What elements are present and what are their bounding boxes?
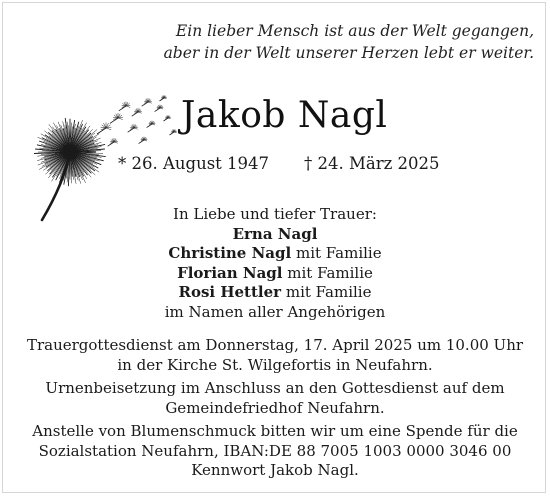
mourner-name: Florian Nagl [177,263,283,282]
quote-line: Ein lieber Mensch ist aus der Welt gegangen, [175,22,534,40]
donation-line: Sozialstation Neufahrn, IBAN:DE 88 7005 1003 0000 3046 00 [38,441,512,460]
service-info [0,336,550,485]
service-paragraph [0,336,550,375]
service-line: Trauergottesdienst am Donnerstag, 17. April 2025 um 10.00 Uhr [26,336,524,354]
burial-line: Urnenbeisetzung im Anschluss an den Gottesdienst auf dem [45,379,505,397]
donation-line: Anstelle von Blumenschmuck bitten wir um eine Spende für die [32,422,518,440]
service-line: in der Kirche St. Wilgefortis in Neufahrn. [117,355,433,374]
mourners-intro: In Liebe und tiefer Trauer: [173,205,377,223]
mourner-suffix: mit Familie [287,263,373,282]
mourner-name: Rosi Hettler [178,283,282,301]
birth-date: * 26. August 1947 [118,154,270,173]
mourner-row [0,283,550,303]
mourners-block [0,205,550,322]
mourner-name: Erna Nagl [232,224,318,243]
mourner-suffix: mit Familie [295,244,382,262]
mourner-row [0,244,550,264]
quote-line: aber in der Welt unserer Herzen lebt er weiter. [163,44,534,62]
mourner-row [0,264,550,284]
donation-paragraph [0,422,550,481]
burial-paragraph [0,379,550,418]
deceased-name: Jakob Nagl [181,95,388,136]
mourner-name: Christine Nagl [168,244,292,262]
mourner-suffix: mit Familie [285,283,372,301]
mourners-closing: im Namen aller Angehörigen [164,302,386,321]
memorial-quote [114,20,534,64]
death-date: † 24. März 2025 [304,154,440,173]
donation-line: Kennwort Jakob Nagl. [191,461,359,479]
burial-line: Gemeindefriedhof Neufahrn. [165,398,385,417]
mourner-row [0,225,550,245]
